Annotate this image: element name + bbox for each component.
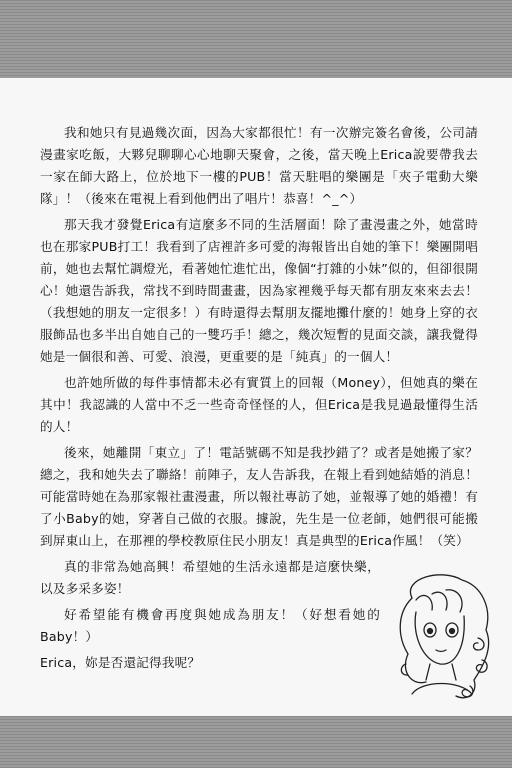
paragraph-3: 也許她所做的每件事情都未必有實質上的回報（Money），但她真的樂在其中！我認識的人當中不乏一些奇奇怪怪的人，但Erica是我見過最懂得生活的人！	[40, 375, 478, 434]
paragraph-5: 真的非常為她高興！希望她的生活永遠都是這麼快樂，以及多采多姿！	[40, 559, 380, 596]
paragraph-7: Erica，妳是否還記得我呢？	[40, 655, 201, 670]
paragraph-6: 好希望能有機會再度與她成為朋友！（好想看她的Baby！）	[40, 607, 380, 644]
paragraph-2: 那天我才發覺Erica有這麼多不同的生活層面！除了畫漫畫之外，她當時也在那家PUB打工！我看到了店裡許多可愛的海報皆出自她的筆下！樂團開唱前，她也去幫忙調燈光，看著她忙進忙出，像個“打雜的小妹”似的，但卻很開心！她還告訴我，常找不到時間畫畫，因為家裡幾乎每天都有朋友來來去去！（我想她的朋友一定很多！）有時還得去幫朋友擺地攤什麼的！她身上穿的衣服飾品也多半出自她自己的一雙巧手！總之，幾次短暫的見面交談，讓我覺得她是一個很和善、可愛、浪漫，更重要的是「純真」的一個人！	[40, 217, 478, 364]
paragraph-4: 後來，她離開「東立」了！電話號碼不知是我抄錯了？或者是她搬了家？總之，我和她失去了聯絡！前陣子，友人告訴我，在報上看到她結婚的消息！可能當時她在為那家報社畫漫畫，所以報社專訪了她，並報導了她的婚禮！有了小Baby的她，穿著自己做的衣服。據說，先生是一位老師，她們很可能搬到屏東山上，在那裡的學校教原住民小朋友！真是典型的Erica作風！（笑）	[40, 445, 478, 548]
top-screentone-band	[0, 0, 512, 78]
bottom-screentone-band	[0, 716, 512, 768]
paragraph-1: 我和她只有見過幾次面，因為大家都很忙！有一次辦完簽名會後，公司請漫畫家吃飯，大夥兒聊聊心心地聊天聚會，之後，當天晚上Erica說要帶我去一家在師大路上，位於地下一樓的PUB！當天駐唱的樂團是「夾子電動大樂隊」！（後來在電視上看到他們出了唱片！恭喜！^_^）	[40, 125, 478, 206]
page-body	[0, 78, 512, 716]
girl-portrait-sketch-icon	[382, 568, 500, 706]
